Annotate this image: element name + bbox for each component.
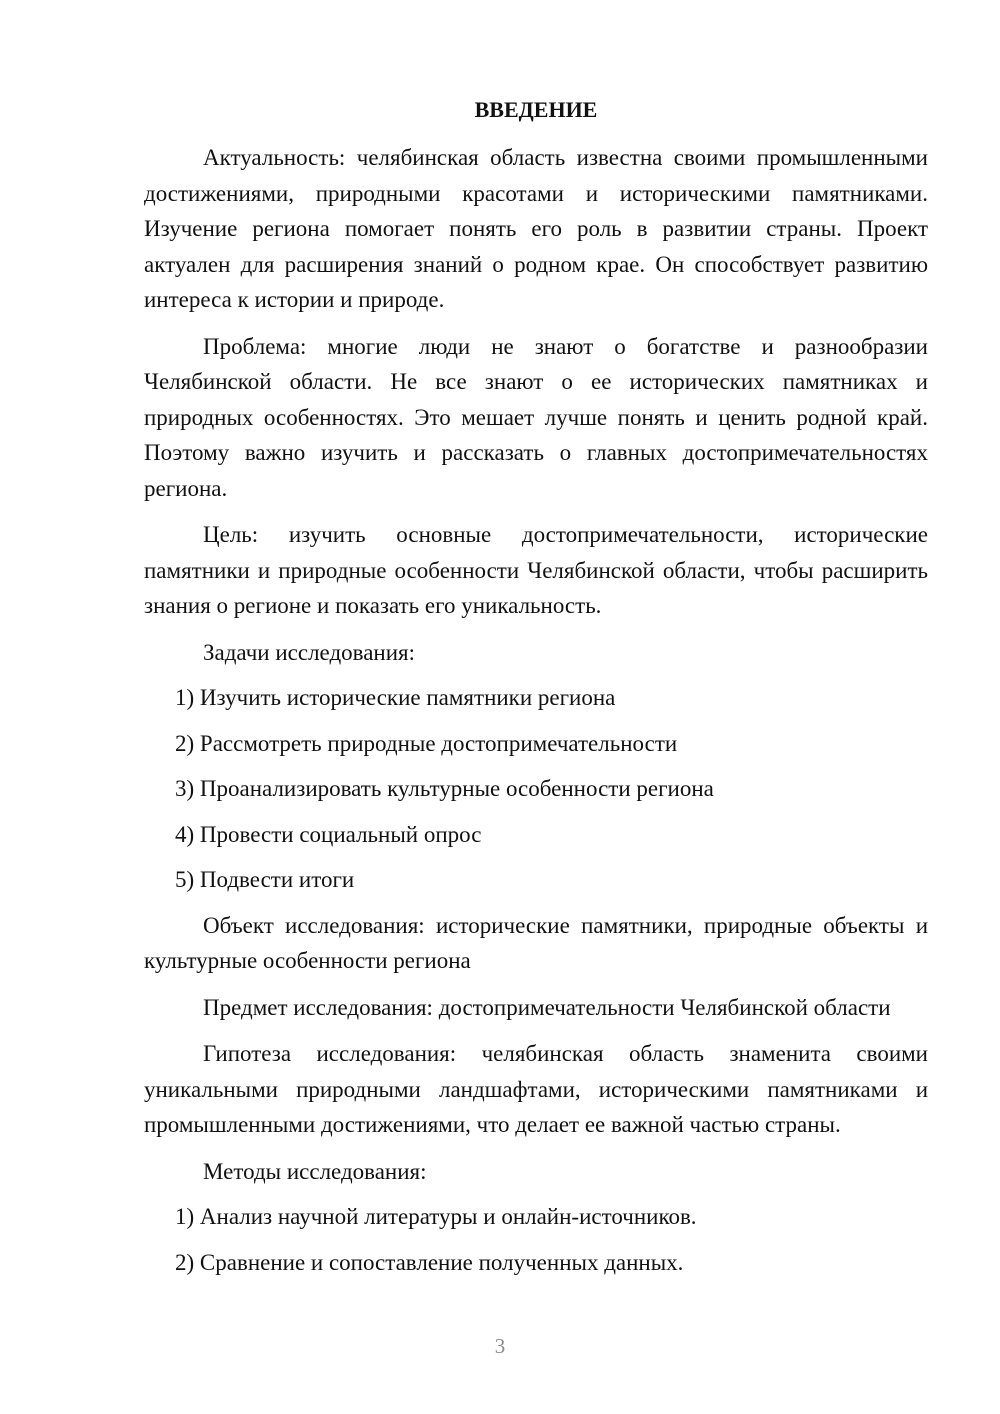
page-heading: ВВЕДЕНИЕ (474, 97, 598, 122)
subject-paragraph: Предмет исследования: достопримечательности Челябинской области (203, 994, 891, 1020)
task-item: 2) Рассмотреть природные достопримечательности (175, 730, 678, 756)
object-paragraph: Объект исследования: исторические памятники, природные объекты и культурные особенности региона (144, 912, 928, 973)
task-item: 1) Изучить исторические памятники региона (175, 685, 616, 710)
methods-list (144, 1199, 928, 1280)
hypothesis-paragraph: Гипотеза исследования: челябинская область знаменита своими уникальными природными ландшафтами, историческими памятниками и промышленными достижениями, что делает ее важной частью страны. (144, 1041, 928, 1137)
task-item: 5) Подвести итоги (175, 867, 355, 892)
relevance-paragraph: Актуальность: челябинская область известна своими промышленными достижениями, природными красотами и историческими памятниками. Изучение региона помогает понять его роль в развитии страны. Проект актуален для расширения знаний о родном крае. Он способствует развитию интереса к истории и природе. (144, 145, 928, 312)
task-item: 3) Проанализировать культурные особенности региона (175, 776, 714, 801)
task-item: 4) Провести социальный опрос (175, 821, 482, 847)
goal-paragraph: Цель: изучить основные достопримечательности, исторические памятники и природные особенности Челябинской области, чтобы расширить знания о регионе и показать его уникальность. (144, 522, 928, 618)
problem-paragraph: Проблема: многие люди не знают о богатстве и разнообразии Челябинской области. Не все знают о ее исторических памятниках и природных особенностях. Это мешает лучше понять и ценить родной край. Поэтому важно изучить и рассказать о главных достопримечательностях региона. (144, 333, 928, 501)
methods-title: Методы исследования: (203, 1158, 427, 1184)
page-number: 3 (494, 1334, 506, 1358)
tasks-title: Задачи исследования: (203, 639, 416, 665)
method-item: 2) Сравнение и сопоставление полученных данных. (175, 1249, 684, 1275)
method-item: 1) Анализ научной литературы и онлайн-источников. (175, 1204, 697, 1229)
page-content (144, 92, 928, 1290)
tasks-list (144, 680, 928, 898)
